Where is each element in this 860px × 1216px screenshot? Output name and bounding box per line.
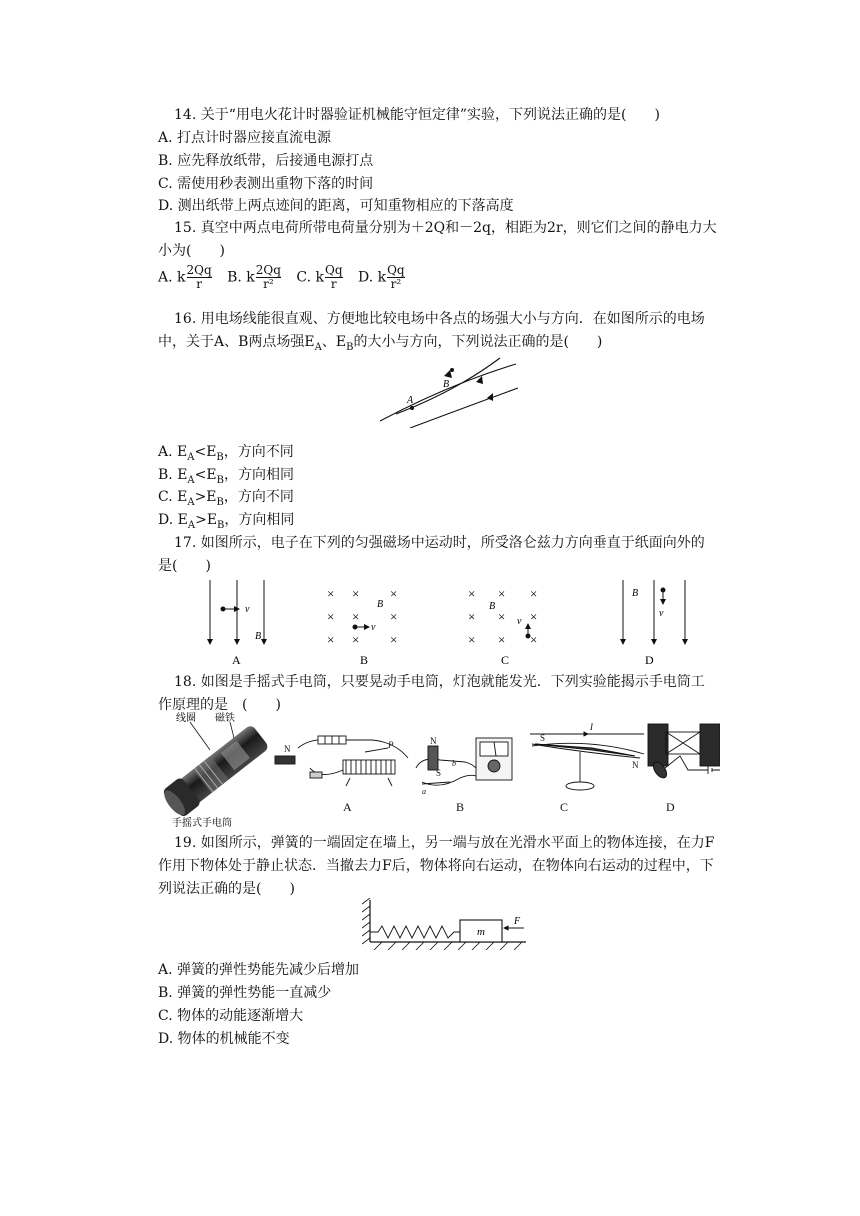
q16-stem-line2: 中，关于A、B两点场强$E_A$、$E_B$的大小与方向，下列说法正确的是( ) xyxy=(158,334,603,353)
svg-text:a: a xyxy=(422,787,426,796)
svg-text:×: × xyxy=(327,609,335,624)
q15-stem-line1: 15. 真空中两点电荷所带电荷量分别为＋2Q和－2q，相距为2r，则它们之间的静电力大 xyxy=(174,220,717,236)
svg-text:I: I xyxy=(590,722,593,732)
svg-text:v: v xyxy=(517,616,522,627)
svg-text:v: v xyxy=(659,608,664,619)
q17-stem-line1: 17. 如图所示，电子在下列的匀强磁场中运动时，所受洛仑兹力方向垂直于纸面向外的 xyxy=(174,535,705,551)
q18-caption-b: B xyxy=(456,800,465,814)
point-b-label: B xyxy=(443,379,450,390)
mass-label: m xyxy=(477,926,485,938)
q18-caption-a: A xyxy=(343,800,352,814)
q15-option-c: C. k $\frac{Qq}{r}$ xyxy=(296,263,343,291)
svg-text:B: B xyxy=(255,631,262,642)
svg-text:S: S xyxy=(436,768,442,778)
experiment-a xyxy=(275,736,408,814)
q16-option-b: B. $E_A<E_B$，方向相同 xyxy=(158,467,294,486)
q16-option-a: A. $E_A<E_B$，方向不同 xyxy=(158,444,294,463)
point-b-dot xyxy=(450,368,454,372)
q17-stem-line2: 是( ) xyxy=(158,558,211,574)
experiment-c xyxy=(530,722,644,814)
experiment-b xyxy=(416,736,512,814)
q14-option-b: B. 应先释放纸带，后接通电源打点 xyxy=(158,153,374,169)
svg-text:N: N xyxy=(430,736,437,746)
svg-text:×: × xyxy=(352,609,360,624)
svg-text:×: × xyxy=(468,609,476,624)
figure-a xyxy=(210,580,264,667)
svg-text:v: v xyxy=(371,622,376,633)
q15-option-d: D. k $\frac{Qq}{\text{r²}}$ xyxy=(357,263,405,291)
q19-option-c: C. 物体的动能逐渐增大 xyxy=(158,1008,304,1024)
svg-text:b: b xyxy=(452,759,456,768)
svg-text:×: × xyxy=(498,632,506,647)
svg-text:B: B xyxy=(489,601,496,612)
q16-option-c: C. $E_A>E_B$，方向不同 xyxy=(158,489,294,508)
q18-caption-c: C xyxy=(560,800,569,814)
spring-block-figure xyxy=(362,898,532,950)
svg-text:P: P xyxy=(388,740,394,750)
q15-stem-line2: 小为( ) xyxy=(158,243,225,259)
flashlight-experiments-figure xyxy=(160,708,720,830)
svg-text:×: × xyxy=(530,586,538,601)
svg-text:×: × xyxy=(327,632,335,647)
q14-option-c: C. 需使用秒表测出重物下落的时间 xyxy=(158,176,374,192)
q17-caption-a: A xyxy=(232,653,241,667)
q14-option-d: D. 测出纸带上两点迹间的距离，可知重物相应的下落高度 xyxy=(158,198,514,214)
q16-stem-line1: 16. 用电场线能很直观、方便地比较电场中各点的场强大小与方向．在如图所示的电场 xyxy=(174,311,705,327)
spring xyxy=(370,926,460,938)
q19-stem-line3: 列说法正确的是( ) xyxy=(158,881,295,897)
svg-text:×: × xyxy=(498,586,506,601)
q16-option-d: D. $E_A>E_B$，方向相同 xyxy=(158,512,295,531)
svg-text:B: B xyxy=(632,588,639,599)
figure-d xyxy=(623,580,685,667)
point-a-dot xyxy=(410,406,414,410)
force-label: F xyxy=(514,916,521,927)
q18-caption-d: D xyxy=(666,800,675,814)
q15-option-b: B. k $\frac{2Qq}{\text{r²}}$ xyxy=(227,263,281,291)
svg-text:×: × xyxy=(498,609,506,624)
svg-text:×: × xyxy=(390,609,398,624)
svg-text:B: B xyxy=(377,599,384,610)
svg-text:N: N xyxy=(632,760,639,770)
q15-options xyxy=(158,264,416,304)
experiment-d xyxy=(648,724,720,814)
q17-caption-c: C xyxy=(501,653,510,667)
svg-text:×: × xyxy=(530,632,538,647)
svg-text:×: × xyxy=(468,586,476,601)
svg-text:×: × xyxy=(327,586,335,601)
svg-text:×: × xyxy=(352,632,360,647)
svg-text:×: × xyxy=(390,586,398,601)
svg-text:×: × xyxy=(390,632,398,647)
q19-stem-line2: 作用下物体处于静止状态．当撤去力F后，物体将向右运动，在物体向右运动的过程中，下 xyxy=(158,858,714,874)
q18-stem-line1: 18. 如图是手摇式手电筒，只要晃动手电筒，灯泡就能发光．下列实验能揭示手电筒工 xyxy=(174,674,705,690)
q17-caption-d: D xyxy=(645,653,654,667)
q19-stem-line1: 19. 如图所示，弹簧的一端固定在墙上，另一端与放在光滑水平面上的物体连接，在力F xyxy=(174,835,715,851)
figure-c xyxy=(468,586,537,667)
svg-text:S: S xyxy=(540,733,546,743)
svg-text:×: × xyxy=(468,632,476,647)
svg-text:×: × xyxy=(352,586,360,601)
point-a-label: A xyxy=(407,395,414,406)
flashlight-photo xyxy=(160,711,271,829)
flashlight-caption: 手摇式手电筒 xyxy=(172,818,232,829)
q19-option-a: A. 弹簧的弹性势能先减少后增加 xyxy=(158,962,360,978)
q17-caption-b: B xyxy=(360,653,369,667)
q14-stem: 14. 关于“用电火花计时器验证机械能守恒定律”实验，下列说法正确的是( ) xyxy=(174,107,660,123)
svg-text:v: v xyxy=(245,604,250,615)
q19-option-b: B. 弹簧的弹性势能一直减少 xyxy=(158,985,332,1001)
q15-option-a: A. k $\frac{2Qq}{r}$ xyxy=(158,263,212,291)
svg-text:N: N xyxy=(284,744,291,754)
magnetic-field-figures xyxy=(195,576,715,668)
electric-field-lines-figure xyxy=(380,356,520,428)
figure-b xyxy=(327,586,397,667)
coil-label: 线圈 xyxy=(176,713,196,724)
svg-text:×: × xyxy=(530,609,538,624)
q14-option-a: A. 打点计时器应接直流电源 xyxy=(158,130,332,146)
magnet-label: 磁铁 xyxy=(215,713,235,724)
q19-option-d: D. 物体的机械能不变 xyxy=(158,1031,290,1047)
q18-stem-line2: 作原理的是 ( ) xyxy=(158,697,281,713)
